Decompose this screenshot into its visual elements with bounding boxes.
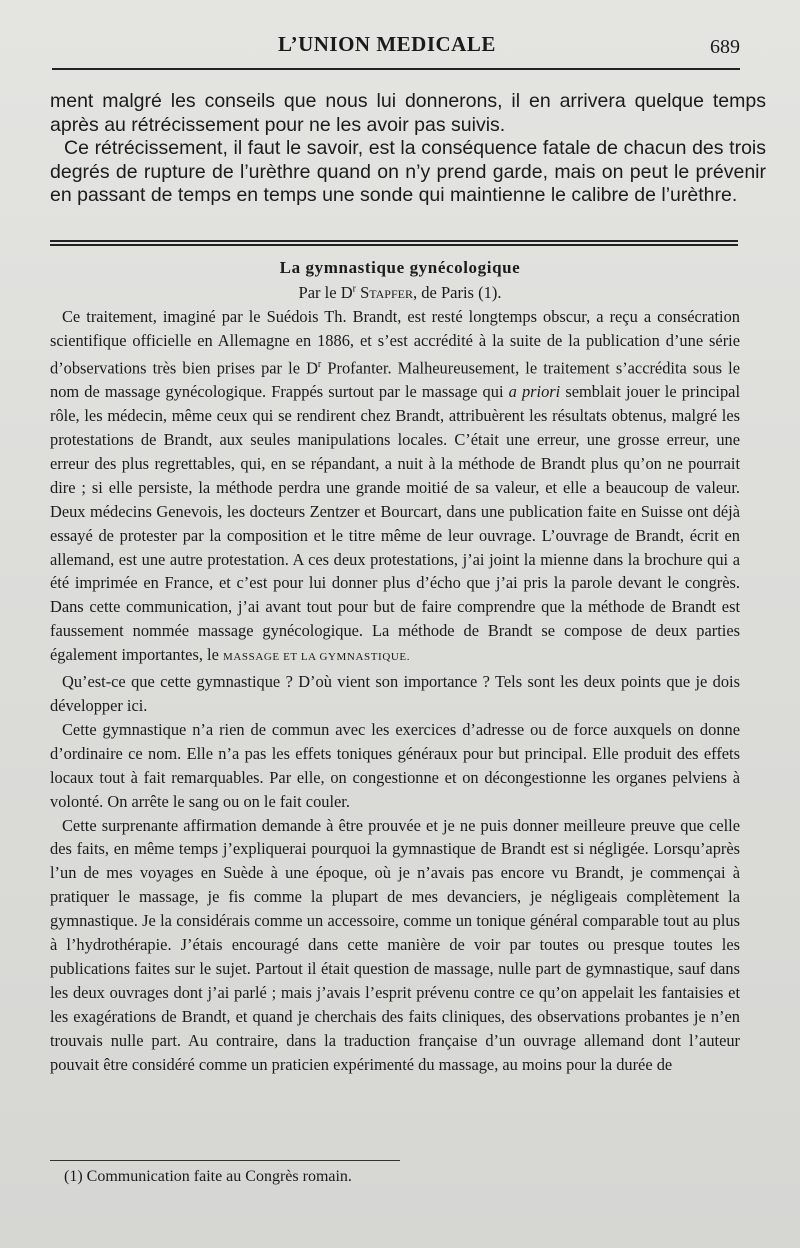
byline xyxy=(0,283,800,303)
article-title: La gymnastique gynécologique xyxy=(279,258,521,277)
previous-paragraph: ment malgré les conseils que nous lui donnerons, il en arrivera quelque temps après au rétrécissement pour ne les avoir pas suivis. xyxy=(50,90,766,136)
page-header xyxy=(0,28,800,64)
text-run: semblait jouer le principal rôle, les médecin, même ceux qui se rendirent chez Brandt, attribuèrent les résultats obtenus, malgré les protestations de Brandt, aux seules manipulations locales. C’était une erreur, une grosse erreur, une erreur des plus regrettables, qui, en se répandant, a nuit à la méthode de Brandt plus qu’on ne pourrait dire ; si elle persiste, la méthode perdra une grande moitié de sa valeur, et elle a beaucoup de valeur. Deux médecins Genevois, les docteurs Zentzer et Bourcart, dans une publication faite en Suisse ont déjà essayé de protester par la composition et le titre même de leur ouvrage. L’ouvrage de Brandt, écrit en allemand, est une autre protestation. A ces deux protestations, j’ai joint la mienne dans la brochure qui a été imprimée en France, et c’est pour lui donner plus d’écho que j’ai pris la parole devant le congrès. Dans cette communication, j’ai avant tout pour but de faire comprendre que la méthode de Brandt est faussement nommée massage gynécologique. La méthode de Brandt se compose de deux parties également importantes, le xyxy=(50,382,740,665)
text-run: Profanter. Malheureusement, le traitement s’accrédita sous le nom de massage gynécologique. Frappés surtout par le massage qui xyxy=(50,358,740,402)
body-paragraph: Qu’est-ce que cette gymnastique ? D’où vient son importance ? Tels sont les deux points que je dois développer ici. xyxy=(50,672,740,715)
body-paragraph: Cette gymnastique n’a rien de commun avec les exercices d’adresse ou de force auxquels on donne d’ordinaire ce nom. Elle n’a pas les effets toniques généraux pour but principal. Elle produit des effets locaux tout à fait remarquables. Par elle, on congestionne et on décongestionne les organes pelviens à volonté. On arrête le sang ou on le fait couler. xyxy=(50,719,740,811)
text-run: Ce traitement, imaginé par le Suédois Th. Brandt, est resté longtemps obscur, a reçu a consécration scientifique officielle en Allemagne en 1886, et s’est accrédité à la suite de la publication d’une série d’observations très bien prises par le D xyxy=(50,307,740,378)
previous-paragraph: Ce rétrécissement, il faut le savoir, est la conséquence fatale de chacun des trois degrés de rupture de l’urèthre quand on n’y prend garde, mais on peut le prévenir en passant de temps en temps une sonde qui maintienne le calibre de l’urèthre. xyxy=(50,137,766,206)
italic-run: a priori xyxy=(508,382,561,402)
footnote: (1) Communication faite au Congrès romain. xyxy=(64,1168,352,1185)
running-title: L’UNION MEDICALE xyxy=(278,32,496,56)
footnote-rule xyxy=(50,1160,400,1161)
page-number: 689 xyxy=(710,36,740,58)
byline-prefix: Par le D xyxy=(298,283,353,302)
byline-suffix: , de Paris (1). xyxy=(413,283,502,302)
article-body xyxy=(50,305,740,1076)
byline-author: Stapfer xyxy=(360,283,413,302)
smallcaps-run: MASSAGE ET LA GYMNASTIQUE. xyxy=(222,651,411,664)
header-rule xyxy=(52,68,740,70)
section-divider xyxy=(50,240,738,246)
byline-sup: r xyxy=(352,283,356,295)
text-sup: r xyxy=(317,358,322,370)
previous-article-ending xyxy=(50,90,766,208)
body-paragraph: Cette surprenante affirmation demande à être prouvée et je ne puis donner meilleure preuve que celle des faits, en même temps j’expliquerai pourquoi la gymnastique de Brandt est si négligée. Lorsqu’après l’un de mes voyages en Suède à une époque, où je n’avais pas encore vu Brandt, je commençai à pratiquer le massage, je fis comme la plupart de mes devanciers, je négligeais complètement la gymnastique. Je la considérais comme un accessoire, comme un tonique général comparable tout au plus à l’hydrothérapie. J’étais encouragé dans cette manière de voir par toutes ou presque toutes les publications faites sur le sujet. Partout il était question de massage, nulle part de gymnastique, sauf dans les deux ouvrages dont j’ai parlé ; mais j’avais l’esprit prévenu contre ce qu’on appelait les fantaisies et les exagérations de Brandt, et quand je cherchais des faits cliniques, des observations probantes je n’en trouvais nulle part. Au contraire, dans la traduction française d’un ouvrage allemand dont l’auteur pouvait être considéré comme un praticien expérimenté du massage, au moins pour la durée de xyxy=(50,815,740,1074)
body-paragraph xyxy=(50,305,740,670)
